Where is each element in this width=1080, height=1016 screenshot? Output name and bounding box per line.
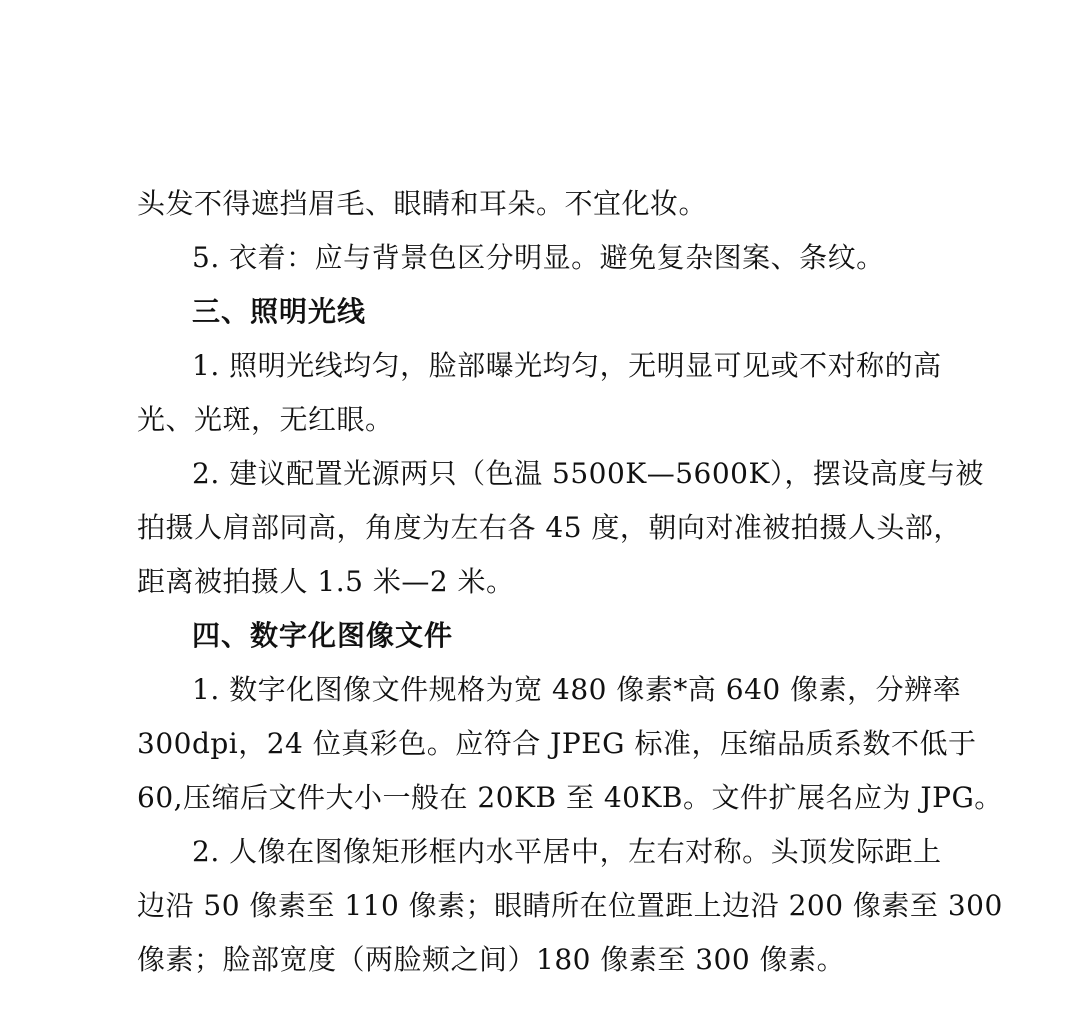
paragraph-line: 5. 衣着：应与背景色区分明显。避免复杂图案、条纹。	[192, 241, 885, 274]
paragraph-line: 拍摄人肩部同高，角度为左右各 45 度，朝向对准被拍摄人头部，	[137, 511, 962, 544]
paragraph-line: 光、光斑，无红眼。	[137, 403, 394, 436]
section-heading: 四、数字化图像文件	[192, 619, 454, 652]
paragraph-line: 300dpi，24 位真彩色。应符合 JPEG 标准，压缩品质系数不低于	[137, 727, 977, 760]
paragraph-line: 像素；脸部宽度（两脸颊之间）180 像素至 300 像素。	[137, 943, 846, 976]
paragraph-line: 头发不得遮挡眉毛、眼睛和耳朵。不宜化妆。	[137, 187, 708, 220]
paragraph-line: 1. 照明光线均匀，脸部曝光均匀，无明显可见或不对称的高	[192, 349, 942, 382]
paragraph-line: 边沿 50 像素至 110 像素；眼睛所在位置距上边沿 200 像素至 300	[137, 889, 1003, 922]
paragraph-line: 2. 人像在图像矩形框内水平居中，左右对称。头顶发际距上	[192, 835, 942, 868]
section-heading: 三、照明光线	[192, 295, 367, 328]
paragraph-line: 2. 建议配置光源两只（色温 5500K—5600K），摆设高度与被	[192, 457, 984, 490]
paragraph-line: 距离被拍摄人 1.5 米—2 米。	[137, 565, 515, 598]
paragraph-line: 60,压缩后文件大小一般在 20KB 至 40KB。文件扩展名应为 JPG。	[137, 781, 1003, 814]
paragraph-line: 1. 数字化图像文件规格为宽 480 像素*高 640 像素，分辨率	[192, 673, 962, 706]
